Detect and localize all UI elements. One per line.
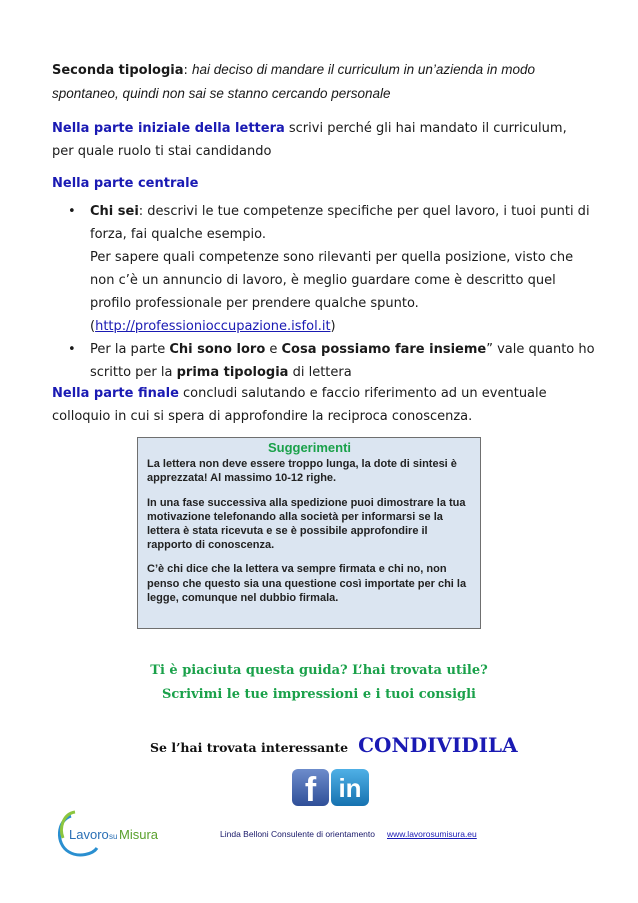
label-cosa-possiamo: Cosa possiamo fare insieme	[281, 342, 487, 357]
paragraph-seconda-tipologia	[52, 58, 592, 106]
text-b2-end: di lettera	[288, 365, 352, 380]
label-prima-tipologia: prima tipologia	[176, 365, 289, 380]
footer-name: Linda Belloni Consulente di orientamento	[220, 829, 375, 839]
cta-line-2: Scrivimi le tue impressioni e i tuoi consigli	[162, 687, 476, 702]
text-b2-pre: Per la parte	[90, 342, 170, 357]
text-parte-finale: concludi salutando e faccio riferimento ad un eventuale colloquio in cui si spera di approfondire la reciproca conoscenza.	[52, 386, 547, 424]
suggestion-3: C’è chi dice che la lettera va sempre firmata e chi no, non penso che questo sia una questione così importate per chi la legge, comunque nel dubbio firmala.	[147, 563, 467, 604]
share-button[interactable]: CONDIVIDILA	[358, 733, 518, 757]
bullet-list	[68, 200, 598, 384]
suggestions-box	[137, 437, 481, 629]
footer-website-link[interactable]: www.lavorosumisura.eu	[387, 829, 477, 839]
label-chi-sei: Chi sei	[90, 204, 139, 219]
list-item-chi-sei	[68, 200, 598, 338]
text-seconda-tipologia: hai deciso di mandare il curriculum in un’azienda in modo spontaneo, quindi non sai se stanno cercando personale	[52, 62, 535, 101]
share-pre: Se l’hai trovata interessante	[150, 740, 349, 755]
linkedin-icon[interactable]: in	[331, 769, 369, 806]
text-chi-sei: : descrivi le tue competenze specifiche per quel lavoro, i tuoi punti di forza, fai qualche esempio.	[90, 204, 590, 242]
isfol-link[interactable]: http://professionioccupazione.isfol.it	[95, 319, 331, 334]
label-parte-centrale: Nella parte centrale	[52, 176, 199, 191]
colon: :	[183, 63, 193, 78]
facebook-icon[interactable]: f	[292, 769, 329, 806]
paragraph-parte-finale	[52, 382, 592, 428]
label-parte-iniziale: Nella parte iniziale della lettera	[52, 121, 285, 136]
text-parte-iniziale: scrivi perché gli hai mandato il curriculum, per quale ruolo ti stai candidando	[52, 121, 567, 159]
bullet-dot-icon: •	[68, 342, 76, 357]
logo-text-misura: Misura	[119, 827, 159, 842]
suggestion-2: In una fase successiva alla spedizione puoi dimostrare la tua motivazione telefonando alla società per informarsi se la lettera è stata ricevuta e se è possibile approfondire il rapporto di conoscenza.	[147, 496, 466, 552]
logo-text-su: su	[109, 832, 118, 841]
label-chi-sono-loro: Chi sono loro	[169, 342, 266, 357]
paren-close: )	[330, 319, 336, 334]
paragraph-parte-iniziale	[52, 117, 592, 163]
paragraph-parte-centrale	[52, 172, 592, 195]
bullet-dot-icon: •	[68, 204, 76, 219]
share-line	[150, 733, 518, 757]
text-b2-post: ” vale quanto ho scritto per la	[90, 342, 595, 380]
label-parte-finale: Nella parte finale	[52, 386, 179, 401]
text-chi-sei-2: Per sapere quali competenze sono rilevanti per quella posizione, visto che non c’è un annuncio di lavoro, è meglio guardare come è descritto quel profilo professionale per prendere qualche spunto.	[90, 250, 574, 311]
text-b2-mid: e	[265, 342, 282, 357]
list-item-chi-sono-loro	[68, 338, 598, 384]
suggestions-title: Suggerimenti	[267, 440, 352, 455]
cta-line-1: Ti è piaciuta questa guida? L’hai trovata utile?	[150, 663, 488, 678]
lavoro-su-misura-logo	[53, 808, 163, 858]
suggestion-1: La lettera non deve essere troppo lunga, la dote di sintesi è apprezzata! Al massimo 10-12 righe.	[147, 458, 457, 485]
logo-text-lavoro: Lavoro	[69, 827, 109, 842]
label-seconda-tipologia: Seconda tipologia	[52, 63, 184, 78]
paren-open: (	[90, 319, 96, 334]
